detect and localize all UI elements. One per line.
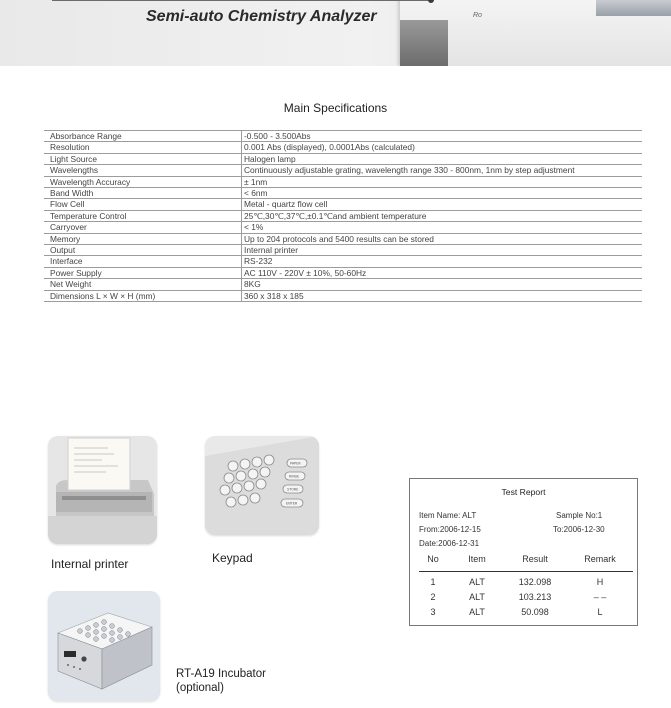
spec-label: Wavelengths [44,165,242,176]
spec-row [44,279,642,290]
spec-row [44,165,642,176]
spec-value: < 6nm [242,188,643,199]
report-row-cell: 2 [430,592,436,602]
rinse-key-label: RINSE [289,474,300,479]
report-row-cell: – – [593,592,607,602]
report-row-cell: ALT [469,592,485,602]
spec-row [44,210,642,221]
report-row-cell: 3 [430,607,436,617]
keypad-caption: Keypad [212,551,253,565]
spec-value: 8KG [242,279,643,290]
spec-value: Continuously adjustable grating, wavelength range 330 - 800nm, 1nm by step adjustment [242,165,643,176]
internal-printer-caption: Internal printer [51,557,129,571]
report-row-cell: 50.098 [521,607,549,617]
spec-label: Absorbance Range [44,131,242,142]
banner-line [52,0,432,1]
product-title: Semi-auto Chemistry Analyzer [146,8,377,25]
spec-label: Wavelength Accuracy [44,176,242,187]
spec-row [44,222,642,233]
spec-value: 360 x 318 x 185 [242,290,643,301]
spec-row [44,131,642,142]
report-header-cell: No [427,554,439,564]
spec-row [44,267,642,278]
spec-value: 0.001 Abs (displayed), 0.0001Abs (calculated) [242,142,643,153]
spec-label: Band Width [44,188,242,199]
incubator-photo [48,591,160,701]
spec-label: Memory [44,233,242,244]
report-row-cell: ALT [469,577,485,587]
incubator-optional-note: (optional) [176,682,224,694]
spec-label: Net Weight [44,279,242,290]
spec-label: Power Supply [44,267,242,278]
report-header-cell: Item [468,554,486,564]
test-report-title: Test Report [501,487,546,497]
spec-value: Metal - quartz flow cell [242,199,643,210]
paper-key-label: PAPER [290,461,301,466]
device-logo: Ro [473,12,482,19]
spec-row [44,256,642,267]
spec-row [44,188,642,199]
analyzer-side-panel [400,20,448,66]
spec-label: Resolution [44,142,242,153]
report-from-date: From:2006-12-15 [419,525,481,534]
report-item-name: Item Name: ALT [419,511,477,520]
report-header-rule [419,571,633,572]
spec-row [44,199,642,210]
store-key-label: STORE [287,487,299,492]
keypad-photo [205,436,319,535]
spec-row [44,153,642,164]
spec-label: Dimensions L × W × H (mm) [44,290,242,301]
spec-value: Halogen lamp [242,153,643,164]
report-header-cell: Result [522,554,548,564]
header-banner [0,0,671,66]
report-row-cell: H [596,577,604,587]
spec-row [44,233,642,244]
spec-value: Internal printer [242,245,643,256]
report-header-cell: Remark [584,554,616,564]
spec-row [44,142,642,153]
spec-value: Up to 204 protocols and 5400 results can be stored [242,233,643,244]
spec-value: RS-232 [242,256,643,267]
spec-label: Light Source [44,153,242,164]
spec-value: -0.500 - 3.500Abs [242,131,643,142]
spec-value: ± 1nm [242,176,643,187]
report-row-cell: ALT [469,607,485,617]
report-date: Date:2006-12-31 [419,539,480,548]
spec-row [44,245,642,256]
report-sample-no: Sample No:1 [556,511,603,520]
internal-printer-photo [48,436,157,544]
analyzer-screen [596,0,671,16]
spec-label: Interface [44,256,242,267]
incubator-name: RT-A19 Incubator [176,668,266,680]
report-row-cell: 132.098 [518,577,552,587]
spec-value: AC 110V - 220V ± 10%, 50-60Hz [242,267,643,278]
spec-value: 25℃,30℃,37℃,±0.1℃and ambient temperature [242,210,643,221]
spec-row [44,290,642,301]
enter-key-label: ENTER [286,501,298,506]
specifications-table [44,130,642,302]
spec-label: Output [44,245,242,256]
report-row-cell: 103.213 [518,592,552,602]
report-row-cell: 1 [430,577,436,587]
spec-label: Flow Cell [44,199,242,210]
spec-label: Carryover [44,222,242,233]
specifications-heading: Main Specifications [283,101,388,115]
spec-label: Temperature Control [44,210,242,221]
report-to-date: To:2006-12-30 [553,525,605,534]
spec-row [44,176,642,187]
incubator-caption [176,667,266,695]
report-row-cell: L [597,607,603,617]
spec-value: < 1% [242,222,643,233]
test-report-card [409,478,638,626]
